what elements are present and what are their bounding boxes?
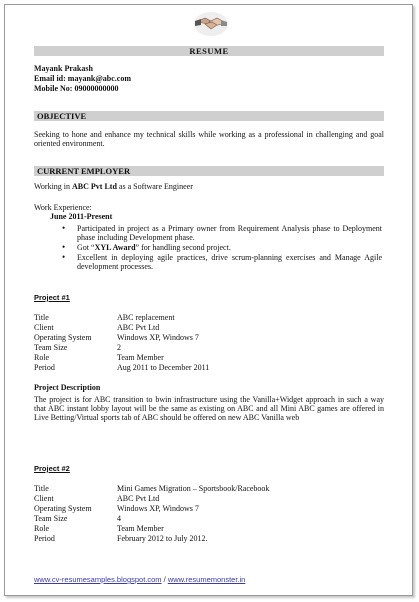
objective-heading: OBJECTIVE (34, 111, 384, 121)
employer-line: Working in ABC Pvt Ltd as a Software Engineer (34, 182, 193, 191)
list-item: • Got “XYL Award” for handling second project. (62, 243, 382, 252)
award-name: XYL Award (94, 243, 136, 252)
project-description-text: The project is for ABC transition to bwin infrastructure using the Vanilla+Widget approach in such a way that ABC instant lobby layout will be the same as existing on ABC and all Mini ABC games are offered in Live Betting/Virtual sports tab of ABC should be offered on new ABC Vanilla web (34, 395, 384, 423)
list-item: • Excellent in deploying agile practices, drive scrum-planning exercises and Manage Agile development processes. (62, 253, 382, 271)
footer-link-cv-resumesamples[interactable]: www.cv-resumesamples.blogspot.com (34, 575, 162, 584)
mobile-label: Mobile No: (34, 84, 73, 93)
objective-text: Seeking to hone and enhance my technical skills while working as a professional in challenging and goal oriented environment. (34, 130, 384, 149)
employment-period: June 2011-Present (50, 212, 113, 221)
email-line (34, 74, 131, 83)
experience-bullets (62, 224, 382, 272)
mobile-line (34, 84, 118, 93)
mobile-value: 09000000000 (74, 84, 119, 93)
work-experience-label: Work Experience: (34, 203, 92, 212)
candidate-name: Mayank Prakash (34, 64, 93, 73)
project2-heading: Project #2 (34, 464, 70, 473)
email-value: mayank@abc.com (67, 74, 131, 83)
current-employer-heading: CURRENT EMPLOYER (34, 166, 384, 176)
project-description-heading: Project Description (34, 383, 101, 392)
list-item: • Participated in project as a Primary owner from Requirement Analysis phase to Deployment phase including Development phase. (62, 224, 382, 242)
email-label: Email id: (34, 74, 66, 83)
resume-title-band: RESUME (34, 46, 384, 56)
footer-separator: / (161, 575, 168, 584)
footer-links (34, 575, 245, 584)
project1-heading: Project #1 (34, 293, 70, 302)
footer-link-resumemonster[interactable]: www.resumemonster.in (167, 575, 246, 584)
handshake-logo-icon (193, 10, 229, 38)
company-name: ABC Pvt Ltd (72, 182, 117, 191)
